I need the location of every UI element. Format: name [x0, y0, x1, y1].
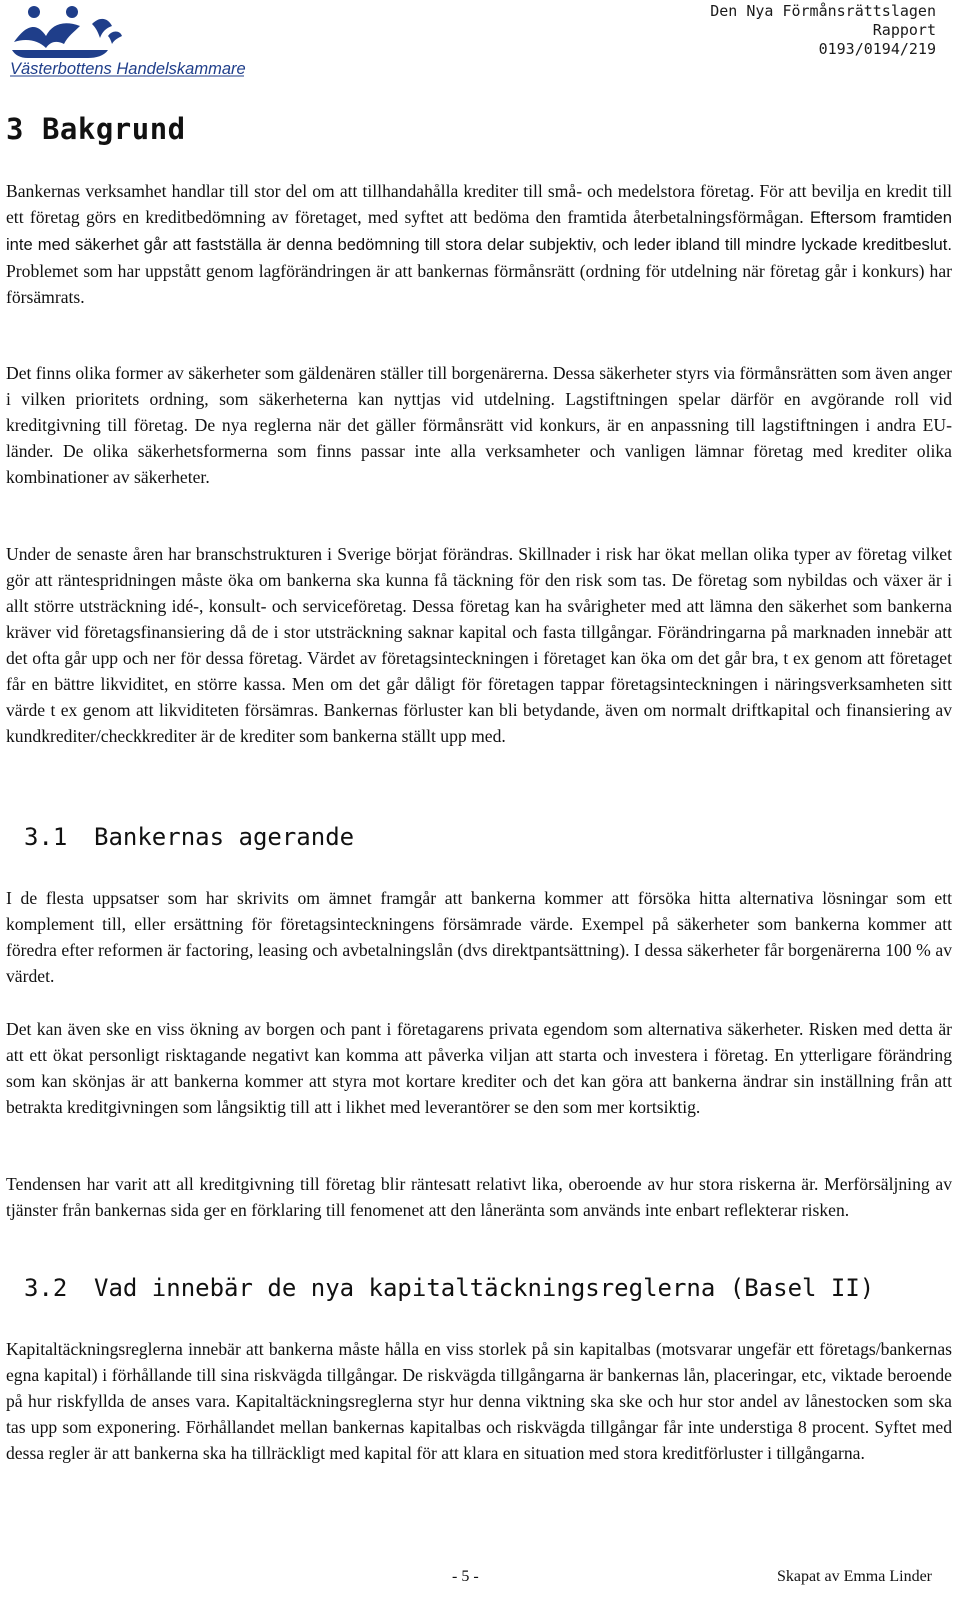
- chapter-number: 3: [6, 112, 24, 146]
- logo-wordmark: Västerbottens Handelskammare: [10, 60, 246, 78]
- page-number: - 5 -: [452, 1568, 479, 1585]
- paragraph: I de flesta uppsatser som har skrivits om ämnet framgår att bankerna kommer att försöka hitta alternativa lösningar som ett komplement till, eller ersättning för företagsinteckningens försämrade värde. Exempel på säkerheter som bankerna kommer att föredra efter reformen är factoring, leasing och avbetalningslån (dvs direktpantsättning). I dessa säkerheter får borgenärerna 100 % av värdet.: [6, 888, 952, 986]
- doc-type: Rapport: [872, 21, 936, 39]
- paragraph: Det kan även ske en viss ökning av borgen och pant i företagarens privata egendom som alternativa säkerheter. Risken med detta är att ett ökat personligt risktagande negativt kan komma att påverka viljan att starta och investera i företag. En ytterligare förändring som kan skönjas är att bankerna kommer att styra mot kortare krediter och det kan göra att bankerna ändrar sin inställning från att betrakta kreditgivningen som långsiktig till att i likhet med leverantörer se den som mer kortsiktig.: [6, 1019, 952, 1117]
- section-title: Bankernas agerande: [94, 823, 355, 851]
- paragraph-text: Problemet som har uppstått genom lagförändringen är att bankernas förmånsrätt (ordning för utdelning när företag går i konkurs) har försämrats.: [6, 261, 952, 307]
- paragraph-text: Bankernas verksamhet handlar till stor del om att tillhandahålla krediter till små- och medelstora företag. För att bevilja en kredit till ett företag görs en kreditbedömning av företaget, med syftet att bedöma den framtida återbetalningsförmågan.: [6, 181, 952, 227]
- chapter-heading: [6, 112, 186, 146]
- paragraph: Det finns olika former av säkerheter som gäldenären ställer till borgenärerna. Dessa säkerheter styrs via förmånsrätten som även anger i vilken prioritets ordning, som säkerheterna kan nyttjas vid utdelning. Lagstiftningen spelar därför en avgörande roll vid kreditgivning till företag. De nya reglerna när det gäller förmånsrätt vid konkurs, är en anpassning till lagstiftningen i andra EU-länder. De olika säkerhetsformerna som finns passar inte alla verksamheter och vanligen lämnar företag med krediter olika kombinationer av säkerheter.: [6, 363, 952, 487]
- section-number: 3.2: [24, 1274, 68, 1302]
- section-title: Vad innebär de nya kapitaltäckningsreglerna (Basel II): [94, 1274, 875, 1302]
- logo-emblem-icon: [8, 2, 248, 78]
- section-number: 3.1: [24, 823, 68, 851]
- paragraph-text-sans: Eftersom framtiden inte med säkerhet går att fastställa är denna bedömning till stora delar subjektiv, och leder ibland till mindre lyckade kreditbeslut.: [6, 208, 953, 254]
- paragraph: [6, 178, 952, 310]
- doc-number: 0193/0194/219: [818, 40, 936, 58]
- paragraph: Kapitaltäckningsreglerna innebär att bankerna måste hålla en viss storlek på sin kapitalbas (motsvarar ungefär ett företags/bankernas egna kapital) i förhållande till sina riskvägda tillgångar. De riskvägda tillgångarna är bankernas lån, placeringar, etc, viktade beroende på hur riskfyllda de anses vara. Kapitaltäckningsreglerna styr hur denna viktning ska ske och hur stor andel av lånestocken som ska tas upp som exponering. Förhållandet mellan bankernas kapitalbas och riskvägda tillgångar får inte understiga 8 procent. Syftet med dessa regler är att bankerna ska ha tillräckligt med kapital för att klara en situation med stora kreditförluster i tillgångarna.: [6, 1339, 952, 1463]
- company-logo: [8, 2, 248, 78]
- section-heading: [24, 823, 354, 851]
- chapter-title: Bakgrund: [41, 112, 186, 146]
- document-header: [710, 2, 936, 59]
- paragraph: Tendensen har varit att all kreditgivning till företag blir räntesatt relativt lika, oberoende av hur stora riskerna är. Merförsäljning av tjänster från bankernas sida ger en förklaring till fenomenet att den låneränta som används inte enbart reflekterar risken.: [6, 1174, 952, 1220]
- doc-title: Den Nya Förmånsrättslagen: [710, 2, 936, 20]
- paragraph: Under de senaste åren har branschstrukturen i Sverige börjat förändras. Skillnader i risk har ökat mellan olika typer av företag vilket gör att räntespridningen måste öka om bankerna ska kunna få täckning för den risk som tas. De företag som nybildas och växer är i allt större utsträckning idé-, konsult- och serviceföretag. Dessa företag kan ha svårigheter med att lämna den säkerhet som bankerna kräver vid företagsfinansiering då de i stor utsträckning saknar kapital och fasta tillgångar. Förändringarna på marknaden innebär att det ofta går upp och ner för dessa företag. Värdet av företagsinteckningen i företaget kan öka om det går bra, t ex genom att företaget får en bättre likviditet, en större kassa. Men om det går dåligt för företagen tappar företagsinteckningen i näringsverksamheten sitt värde t ex genom att likviditeten försämras. Bankernas förluster kan bli betydande, även om normalt driftkapital och finansiering av kundkrediter/checkkrediter är de krediter som bankerna ställt upp med.: [6, 544, 952, 746]
- section-heading: [24, 1274, 874, 1302]
- footer-author: Skapat av Emma Linder: [776, 1568, 932, 1585]
